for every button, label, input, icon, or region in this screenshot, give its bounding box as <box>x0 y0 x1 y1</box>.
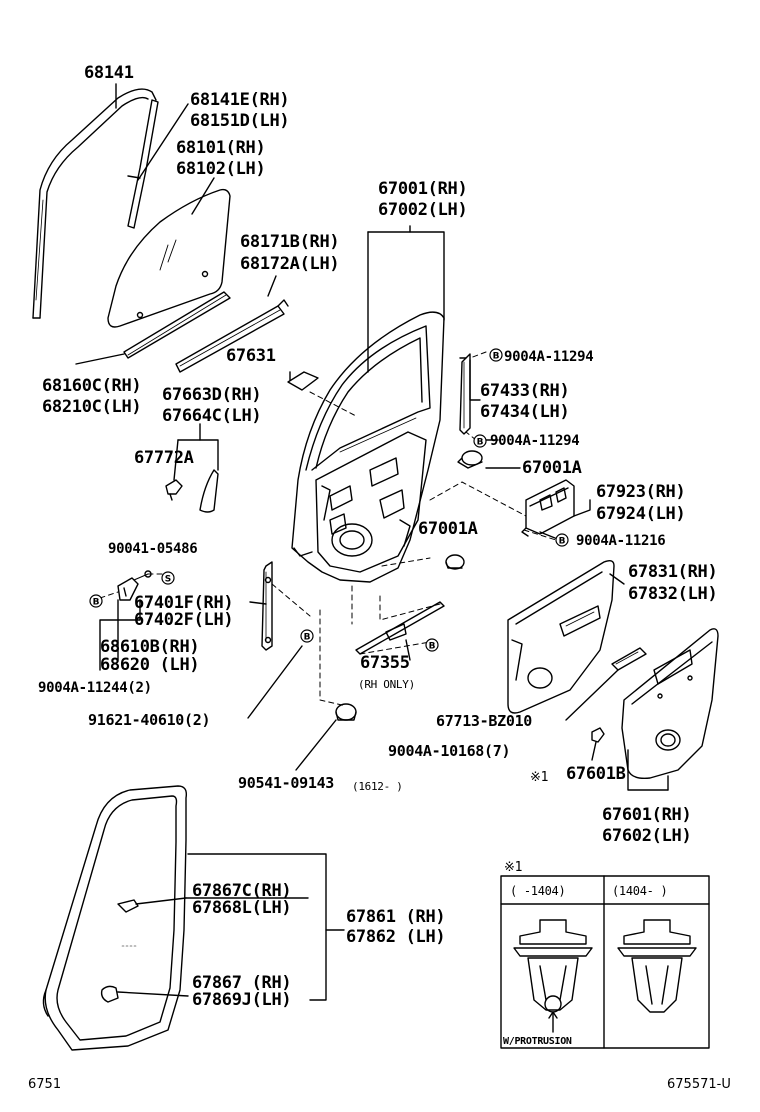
label-68141: 68141 <box>84 63 134 83</box>
label-90041-05486: 90041-05486 <box>108 541 198 557</box>
run-channel-strip <box>33 89 156 318</box>
door-trim-panel <box>622 629 718 778</box>
inset-clip-variants <box>501 876 709 1048</box>
clip-67772a <box>166 480 182 500</box>
label-9004a-11216: 9004A-11216 <box>576 533 666 549</box>
label-67631: 67631 <box>226 346 276 366</box>
label-67867c: 67867C(RH) <box>192 881 292 901</box>
inset-col1-header: ( -1404) <box>510 884 566 898</box>
pad-67631 <box>288 372 318 390</box>
division-bar <box>128 100 158 228</box>
label-68172a: 68172A(LH) <box>240 254 340 274</box>
inset-title: ※1 <box>504 860 523 875</box>
label-68101: 68101(RH) <box>176 138 266 158</box>
label-67001: 67001(RH) <box>378 179 468 199</box>
label-67434: 67434(LH) <box>480 402 570 422</box>
window-regulator-rail <box>262 562 272 650</box>
label-67355-note: (RH ONLY) <box>358 678 415 691</box>
weatherstrip-clip-lower <box>102 986 118 1002</box>
label-67868l: 67868L(LH) <box>192 898 292 918</box>
label-67861: 67861 (RH) <box>346 907 446 927</box>
inset-col2-header: (1404- ) <box>612 884 668 898</box>
inset-protrusion-note: W/PROTRUSION <box>503 1036 572 1047</box>
label-68210c: 68210C(LH) <box>42 397 142 417</box>
label-9004a-11294-top: 9004A-11294 <box>504 349 594 365</box>
label-67602: 67602(LH) <box>602 826 692 846</box>
footer-diagram-id: 675571-U <box>667 1077 731 1092</box>
bolt-callout-letter: B <box>476 437 484 448</box>
label-67923: 67923(RH) <box>596 482 686 502</box>
label-67832: 67832(LH) <box>628 584 718 604</box>
label-67355: 67355 <box>360 653 410 673</box>
label-68171b: 68171B(RH) <box>240 232 340 252</box>
label-67601b: 67601B <box>566 764 626 784</box>
label-9004a-10168: 9004A-10168(7) <box>388 742 511 760</box>
label-67924: 67924(LH) <box>596 504 686 524</box>
handle-bezel <box>612 648 646 670</box>
label-90541-09143: 90541-09143 <box>238 774 335 792</box>
label-67831: 67831(RH) <box>628 562 718 582</box>
label-67601: 67601(RH) <box>602 805 692 825</box>
label-68610b: 68610B(RH) <box>100 637 200 657</box>
label-67663d: 67663D(RH) <box>162 385 262 405</box>
label-68620: 68620 (LH) <box>100 655 200 675</box>
label-67433: 67433(RH) <box>480 381 570 401</box>
label-68160c: 68160C(RH) <box>42 376 142 396</box>
label-91621-40610: 91621-40610(2) <box>88 711 211 729</box>
bushing-90541 <box>336 704 356 720</box>
label-67713-bz010: 67713-BZ010 <box>436 712 533 730</box>
label-68141e: 68141E(RH) <box>190 90 290 110</box>
label-67772a: 67772A <box>134 448 194 468</box>
label-67867: 67867 (RH) <box>192 973 292 993</box>
rear-lower-channel <box>460 354 470 434</box>
label-note1: ※1 <box>530 770 549 785</box>
label-68102: 68102(LH) <box>176 159 266 179</box>
belt-weatherstrip-inner <box>124 292 230 358</box>
label-67001a-mid: 67001A <box>418 519 478 539</box>
label-67664c: 67664C(LH) <box>162 406 262 426</box>
label-9004a-11294-bottom: 9004A-11294 <box>490 433 580 449</box>
bolt-callout-letter: B <box>428 641 436 652</box>
label-67401f: 67401F(RH) <box>134 593 234 613</box>
hole-plug-top <box>458 451 482 468</box>
label-68151d: 68151D(LH) <box>190 111 290 131</box>
bolt-callout-letter: B <box>558 536 566 547</box>
label-67402f: 67402F(LH) <box>134 610 234 630</box>
hole-plug-mid <box>446 555 464 569</box>
bolt-callout-letter: B <box>92 597 100 608</box>
garnish-67663d <box>200 470 218 512</box>
label-67862: 67862 (LH) <box>346 927 446 947</box>
armrest-bracket <box>522 480 574 536</box>
door-glass <box>108 190 230 327</box>
label-67869j: 67869J(LH) <box>192 990 292 1010</box>
screw-callout-letter: S <box>164 574 172 585</box>
weatherstrip-clip-upper <box>118 900 138 912</box>
label-67001a-top: 67001A <box>522 458 582 478</box>
bolt-callout-letter: B <box>303 632 311 643</box>
door-weatherstrip <box>43 786 186 1050</box>
label-9004a-11244: 9004A-11244(2) <box>38 680 152 696</box>
door-trim-board <box>508 561 614 713</box>
label-67002: 67002(LH) <box>378 200 468 220</box>
footer-page-code: 6751 <box>28 1077 62 1092</box>
bolt-callout-letter: B <box>492 351 500 362</box>
label-90541-note: (1612- ) <box>352 780 403 793</box>
trim-clip <box>592 728 604 742</box>
